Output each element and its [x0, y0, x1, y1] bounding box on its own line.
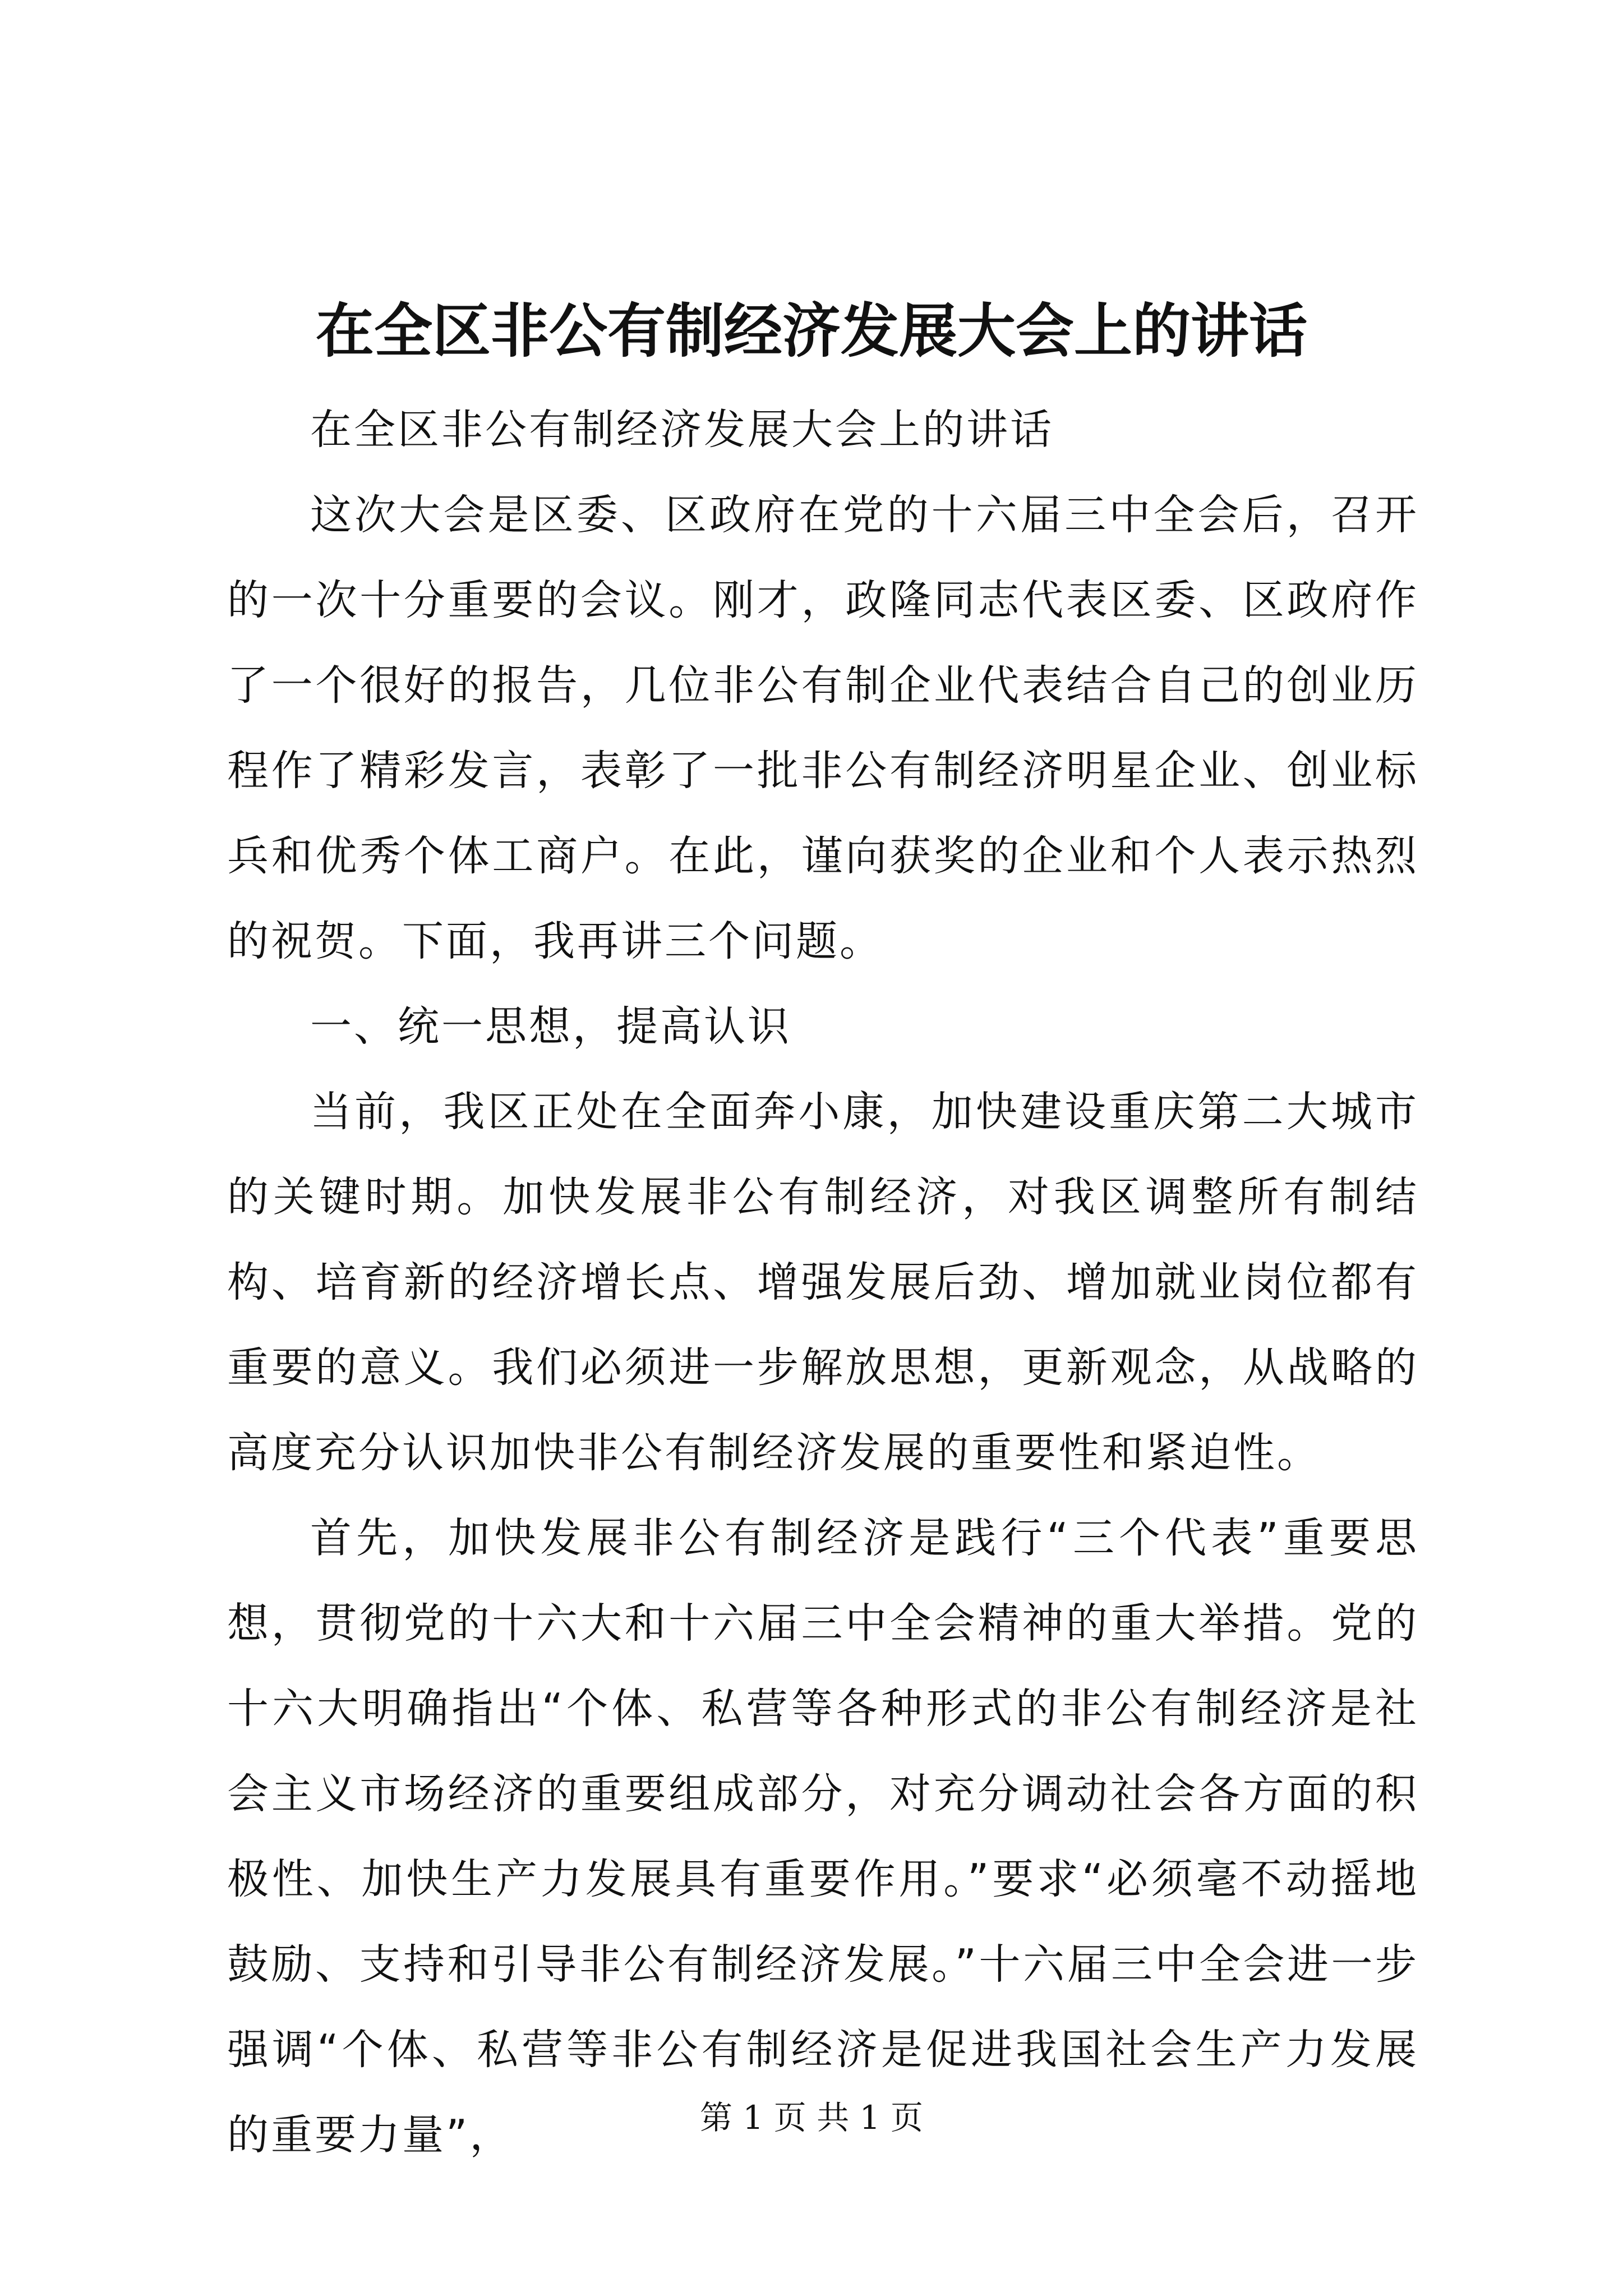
paragraph-intro: 这次大会是区委、区政府在党的十六届三中全会后，召开的一次十分重要的会议。刚才，政隆同志代表区委、区政府作了一个很好的报告，几位非公有制企业代表结合自己的创业历程作了精彩发言，表彰了一批非公有制经济明星企业、创业标兵和优秀个体工商户。在此，谨向获奖的企业和个人表示热烈的祝贺。下面，我再讲三个问题。	[227, 491, 1419, 965]
document-title: 在全区非公有制经济发展大会上的讲话	[315, 296, 1307, 365]
document-body	[227, 387, 1419, 2178]
paragraph-current-situation: 当前，我区正处在全面奔小康，加快建设重庆第二大城市的关键时期。加快发展非公有制经济，对我区调整所有制结构、培育新的经济增长点、增强发展后劲、增加就业岗位都有重要的意义。我们必须进一步解放思想，更新观念，从战略的高度充分认识加快非公有制经济发展的重要性和紧迫性。	[227, 1088, 1419, 1477]
paragraph-first-point: 首先，加快发展非公有制经济是践行“三个代表”重要思想，贯彻党的十六大和十六届三中全会精神的重大举措。党的十六大明确指出“个体、私营等各种形式的非公有制经济是社会主义市场经济的重要组成部分，对充分调动社会各方面的积极性、加快生产力发展具有重要作用。”要求“必须毫不动摇地鼓励、支持和引导非公有制经济发展。”十六届三中全会进一步强调“个体、私营等非公有制经济是促进我国社会生产力发展的重要力量”，	[227, 1514, 1419, 2159]
paragraph-subtitle: 在全区非公有制经济发展大会上的讲话	[310, 406, 1054, 454]
page-footer: 第 1 页 共 1 页	[700, 2099, 923, 2137]
section-heading-1: 一、统一思想，提高认识	[310, 1002, 791, 1051]
